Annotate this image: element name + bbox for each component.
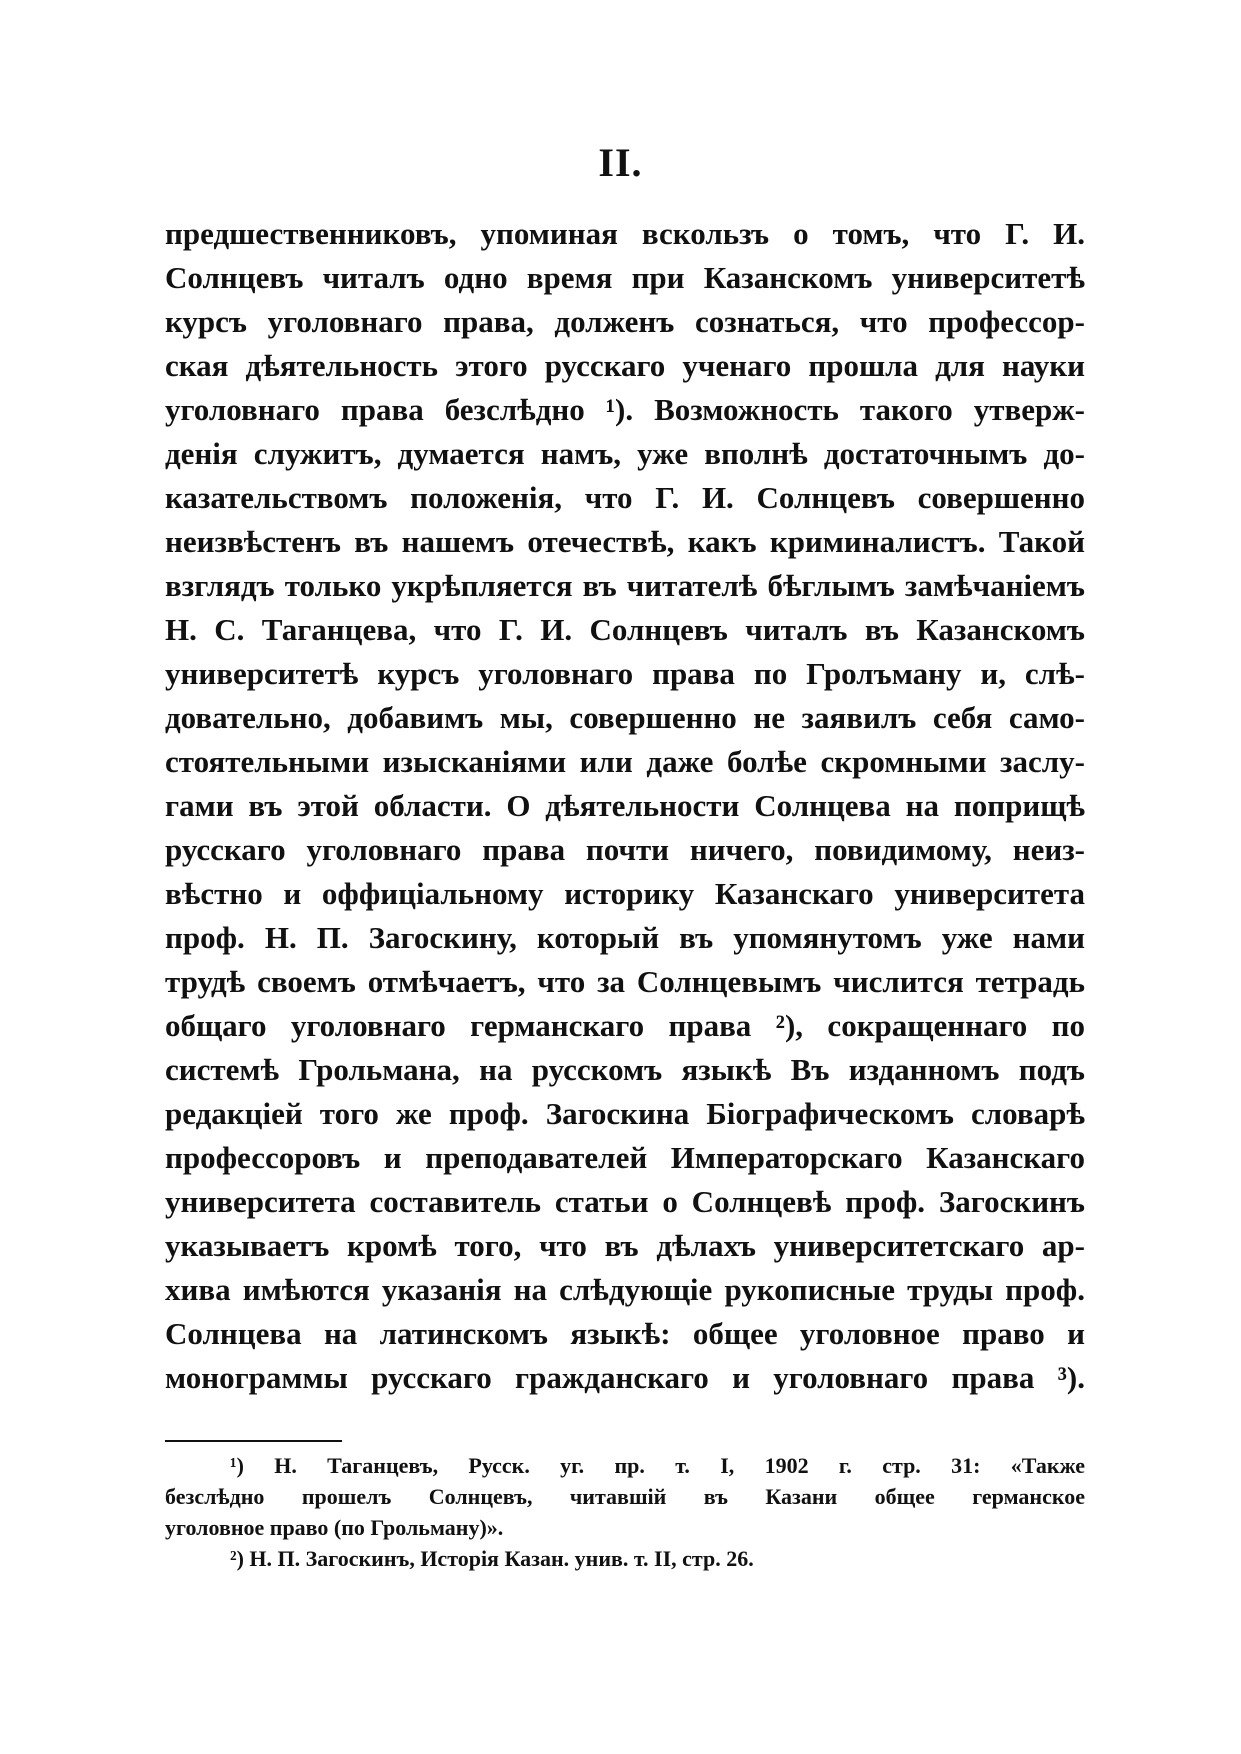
text-line: Н. С. Таганцева, что Г. И. Солнцевъ читалъ въ Казанскомъ bbox=[165, 612, 1085, 647]
text-line: редакціей того же проф. Загоскина Біографическомъ словарѣ bbox=[165, 1096, 1085, 1131]
text-line: указываетъ кромѣ того, что въ дѣлахъ университетскаго ар- bbox=[165, 1228, 1085, 1263]
text-line: общаго уголовнаго германскаго права ²), сокращеннаго по bbox=[165, 1008, 1085, 1043]
text-line: неизвѣстенъ въ нашемъ отечествѣ, какъ криминалистъ. Такой bbox=[165, 524, 1085, 559]
text-line: гами въ этой области. О дѣятельности Солнцева на поприщѣ bbox=[165, 788, 1085, 823]
text-line: взглядъ только укрѣпляется въ читателѣ бѣглымъ замѣчаніемъ bbox=[165, 568, 1085, 603]
text-line: системѣ Грольмана, на русскомъ языкѣ Въ изданномъ подъ bbox=[165, 1052, 1085, 1087]
text-line: курсъ уголовнаго права, долженъ сознаться, что профессор- bbox=[165, 304, 1085, 339]
text-line: ская дѣятельность этого русскаго ученаго прошла для науки bbox=[165, 348, 1085, 383]
text-line: профессоровъ и преподавателей Императорскаго Казанскаго bbox=[165, 1140, 1085, 1175]
footnote-1-line: ¹) Н. Таганцевъ, Русск. уг. пр. т. I, 1902 г. стр. 31: «Также bbox=[230, 1453, 1085, 1478]
footnote-separator bbox=[165, 1440, 342, 1442]
text-line: стоятельными изысканіями или даже болѣе скромными заслу- bbox=[165, 744, 1085, 779]
text-line: хива имѣются указанія на слѣдующіе рукописные труды проф. bbox=[165, 1272, 1085, 1307]
text-line: университета составитель статьи о Солнцевѣ проф. Загоскинъ bbox=[165, 1184, 1085, 1219]
page-number: II. bbox=[598, 140, 643, 185]
footnote-1-line: уголовное право (по Грольману)». bbox=[165, 1515, 504, 1540]
text-line: казательствомъ положенія, что Г. И. Солнцевъ совершенно bbox=[165, 480, 1085, 515]
text-line: довательно, добавимъ мы, совершенно не заявилъ себя само- bbox=[165, 700, 1085, 735]
text-line: денія служитъ, думается намъ, уже вполнѣ достаточнымъ до- bbox=[165, 436, 1085, 471]
text-line: университетѣ курсъ уголовнаго права по Гролъману и, слѣ- bbox=[165, 656, 1085, 691]
body-text bbox=[165, 212, 1085, 1400]
text-line: Солнцевъ читалъ одно время при Казанскомъ университетѣ bbox=[165, 260, 1085, 295]
text-line: Солнцева на латинскомъ языкѣ: общее уголовное право и bbox=[165, 1316, 1085, 1351]
text-line: проф. Н. П. Загоскину, который въ упомянутомъ уже нами bbox=[165, 920, 1085, 955]
footnotes bbox=[165, 1450, 1085, 1574]
text-line: уголовнаго права безслѣдно ¹). Возможность такого утверж- bbox=[165, 392, 1085, 427]
footnote-2-line: ²) Н. П. Загоскинъ, Исторія Казан. унив. т. II, стр. 26. bbox=[230, 1546, 754, 1571]
footnote-1-line: безслѣдно прошелъ Солнцевъ, читавшій въ Казани общее германское bbox=[165, 1484, 1085, 1509]
text-line: предшественниковъ, упоминая вскользъ о томъ, что Г. И. bbox=[165, 216, 1085, 251]
text-line: монограммы русскаго гражданскаго и уголовнаго права ³). bbox=[165, 1360, 1085, 1395]
text-line: вѣстно и оффиціальному историку Казанскаго университета bbox=[165, 876, 1085, 911]
text-line: трудѣ своемъ отмѣчаетъ, что за Солнцевымъ числится тетрадь bbox=[165, 964, 1085, 999]
text-line: русскаго уголовнаго права почти ничего, повидимому, неиз- bbox=[165, 832, 1085, 867]
